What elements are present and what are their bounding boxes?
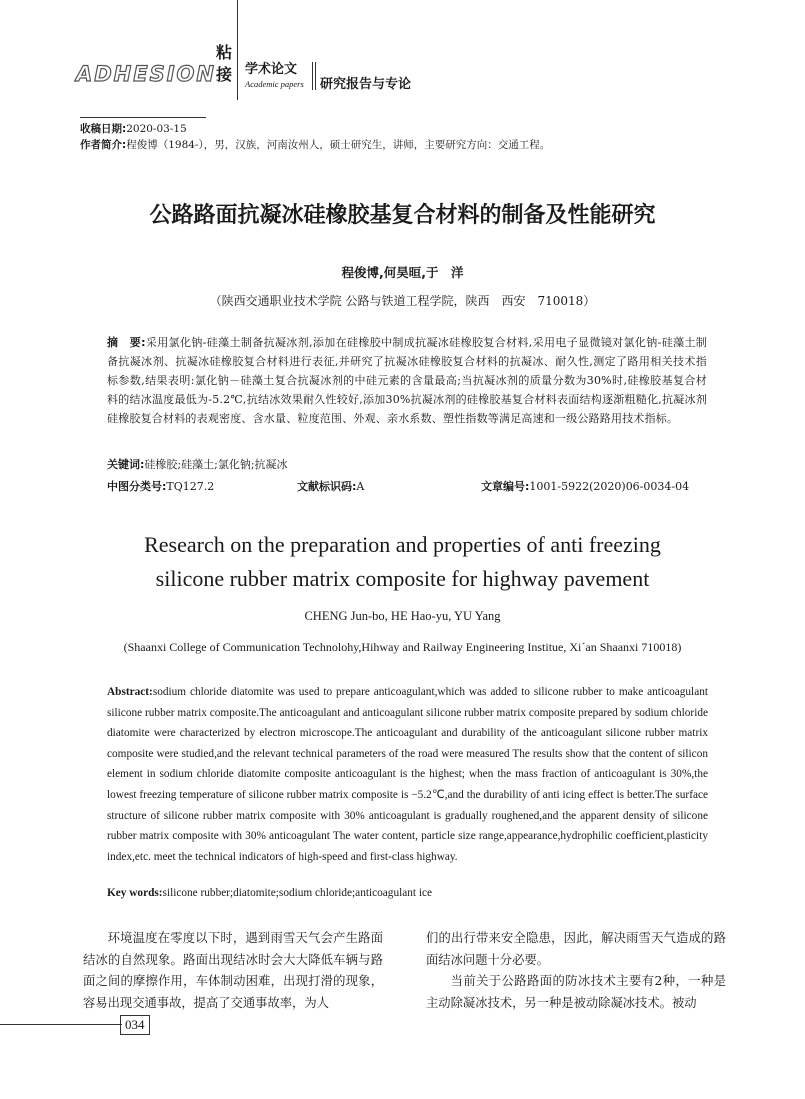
body-right-column bbox=[426, 928, 726, 1014]
abstract-en-label: Abstract: bbox=[107, 686, 153, 698]
received-label: 收稿日期: bbox=[80, 123, 127, 135]
header-divider bbox=[237, 0, 238, 100]
received-date bbox=[80, 121, 187, 136]
paper-title-en-line1: Research on the preparation and properties of anti freezing bbox=[144, 532, 661, 557]
meta-divider bbox=[80, 117, 206, 118]
keywords-en-label: Key words: bbox=[107, 887, 163, 899]
authors-cn: 程俊博,何昊晅,于 洋 bbox=[341, 265, 464, 280]
clc-label: 中图分类号: bbox=[107, 480, 167, 493]
section-name: 研究报告与专论 bbox=[320, 77, 412, 92]
clc-value: TQ127.2 bbox=[166, 480, 215, 493]
clc-number bbox=[107, 478, 214, 494]
authors-en: CHENG Jun-bo, HE Hao-yu, YU Yang bbox=[304, 609, 501, 623]
document-code bbox=[297, 478, 364, 494]
body-right-paragraph-1: 们的出行带来安全隐患，因此，解决雨雪天气造成的路面结冰问题十分必要。 bbox=[426, 931, 726, 967]
abstract-cn-label: 摘 要: bbox=[107, 336, 146, 349]
page-number: 034 bbox=[120, 1015, 150, 1035]
author-bio-value: 程俊博（1984-），男，汉族，河南汝州人，硕士研究生，讲师，主要研究方向：交通工程。 bbox=[126, 139, 551, 151]
keywords-cn-label: 关键词: bbox=[107, 458, 145, 471]
paper-title-cn: 公路路面抗凝冰硅橡胶基复合材料的制备及性能研究 bbox=[149, 202, 656, 228]
affiliation-cn: （陕西交通职业技术学院 公路与铁道工程学院，陕西 西安 710018） bbox=[209, 294, 596, 308]
abstract-en-text: sodium chloride diatomite was used to prepare anticoagulant,which was added to silicone rubber to make anticoagulant silicone rubber matrix composite.The anticoagulant and anticoagulant silicone rubber matrix composite prepared by sodium chloride diatomite were characterized by electron microscope.The anticoagulant and durability of the anticoagulant silicone rubber matrix composite were studied,and the relevant technical parameters of the road were measured The results show that the content of silicon element in sodium chloride diatomite composite anticoagulant is the highest; when the mass fraction of anticoagulant is 30%,the lowest freezing temperature of silicone rubber matrix composite is −5.2℃,and the durability of anti icing effect is better.The surface structure of silicone rubber matrix composite with 30% anticoagulant is gradually roughened,and the apparent density of silicone rubber matrix composite with 30% anticoagulant The water content, particle size range,appearance,hydrophilic coefficient,plasticity index,etc. meet the technical indicators of high-speed and first-class highway. bbox=[107, 686, 708, 863]
column-title-cn: 学术论文 bbox=[245, 62, 298, 77]
article-number-value: 1001-5922(2020)06-0034-04 bbox=[529, 480, 690, 493]
abstract-cn bbox=[107, 333, 707, 428]
doc-code-label: 文献标识码: bbox=[297, 480, 357, 493]
column-title-en: Academic papers bbox=[245, 79, 304, 89]
keywords-cn bbox=[107, 456, 707, 472]
journal-logo-en: ADHESION bbox=[76, 62, 216, 86]
author-bio-label: 作者简介: bbox=[80, 139, 127, 151]
article-number-label: 文章编号: bbox=[481, 480, 530, 493]
doc-code-value: A bbox=[356, 480, 365, 493]
journal-logo-cn: 粘接 bbox=[215, 43, 232, 84]
paper-title-en bbox=[0, 528, 805, 596]
header-double-bar bbox=[312, 62, 316, 90]
footer-rule bbox=[0, 1024, 122, 1025]
abstract-cn-text: 采用氯化钠-硅藻土制备抗凝冰剂,添加在硅橡胶中制成抗凝冰硅橡胶复合材料,采用电子显微镜对氯化钠-硅藻土制备抗凝冰剂、抗凝冰硅橡胶复合材料进行表征,并研究了抗凝冰硅橡胶复合材料的抗凝冰、耐久性,测定了路用相关技术指标参数,结果表明:氯化钠－硅藻土复合抗凝冰剂的中硅元素的含量最高;当抗凝冰剂的质量分数为30%时,硅橡胶基复合材料的结冰温度最低为-5.2℃,抗结冰效果耐久性较好,添加30%抗凝冰剂的硅橡胶基复合材料表面结构逐渐粗糙化,抗凝冰剂硅橡胶复合材料的表观密度、含水量、粒度范围、外观、亲水系数、塑性指数等满足高速和一级公路路用技术指标。 bbox=[107, 336, 708, 425]
affiliation-en: (Shaanxi College of Communication Technolohy,Hihway and Railway Engineering Institue, Xi´an Shaanxi 710018) bbox=[123, 640, 682, 654]
body-right-paragraph-2: 当前关于公路路面的防冰技术主要有2种，一种是主动除凝冰技术，另一种是被动除凝冰技术。被动 bbox=[426, 974, 726, 1010]
keywords-en bbox=[107, 887, 708, 899]
keywords-cn-text: 硅橡胶;硅藻土;氯化钠;抗凝冰 bbox=[144, 458, 288, 471]
body-left-column: 环境温度在零度以下时，遇到雨雪天气会产生路面结冰的自然现象。路面出现结冰时会大大降低车辆与路面之间的摩擦作用，车体制动困难，出现打滑的现象，容易出现交通事故，提高了交通事故率，为人 bbox=[83, 931, 383, 1010]
paper-title-en-line2: silicone rubber matrix composite for highway pavement bbox=[155, 566, 650, 591]
author-bio bbox=[80, 137, 550, 152]
abstract-en bbox=[107, 682, 708, 867]
article-number bbox=[481, 478, 689, 494]
keywords-en-text: silicone rubber;diatomite;sodium chloride;anticoagulant ice bbox=[162, 887, 433, 899]
received-value: 2020-03-15 bbox=[126, 123, 187, 135]
